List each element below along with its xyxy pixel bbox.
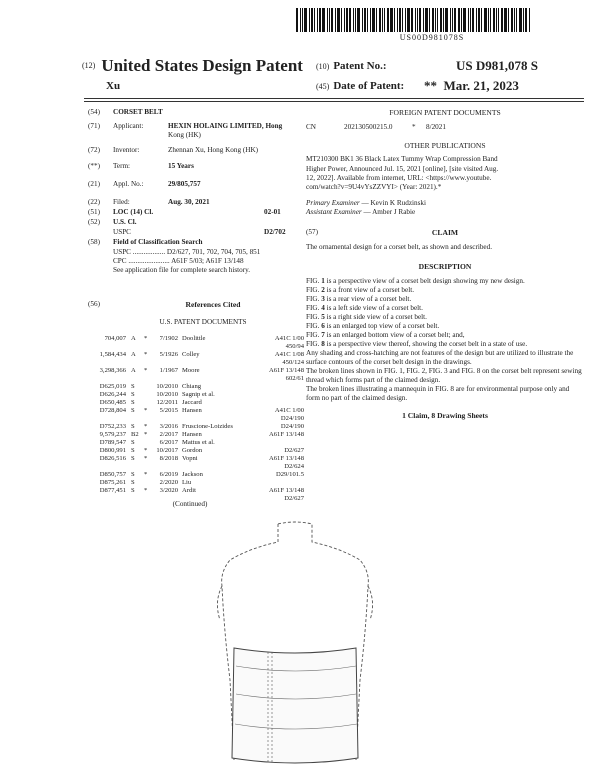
barcode-bar <box>417 8 418 32</box>
reference-cls: A41C 1/00 <box>274 335 304 342</box>
barcode-bar <box>379 8 381 32</box>
barcode-bar <box>445 8 448 32</box>
reference-name: Colley <box>182 351 200 358</box>
figure-post: is an enlarged top view of a corset belt. <box>324 321 440 330</box>
reference-date: 3/2016 <box>159 423 178 430</box>
foreign-country: CN <box>306 123 316 132</box>
figure-pre: FIG. <box>306 294 322 303</box>
barcode-bar <box>376 8 377 32</box>
references-code: (56) <box>88 300 100 308</box>
reference-name: Hansen <box>182 407 202 414</box>
barcode-bar <box>382 8 383 32</box>
figure-post: is a front view of a corset belt. <box>324 285 414 294</box>
representative-drawing <box>200 520 390 770</box>
other-pub-line: MT210300 BK1 36 Black Latex Tummy Wrap Compression Band <box>306 155 498 164</box>
reference-kind: A <box>131 335 136 342</box>
reference-cls: D29/101.5 <box>275 471 304 478</box>
reference-kind: A <box>131 351 136 358</box>
reference-cls: A61F 13/148 <box>269 431 304 438</box>
reference-cls: A61F 13/148 <box>269 487 304 494</box>
field-value: Zhennan Xu, Hong Kong (HK) <box>168 146 259 154</box>
barcode-bar <box>317 8 318 32</box>
barcode-bar <box>353 8 354 32</box>
reference-star: * <box>144 423 148 430</box>
figure-post: is a left side view of a corset belt. <box>324 303 423 312</box>
reference-name: Vopni <box>182 455 198 462</box>
barcode-bar <box>357 8 360 32</box>
figure-num: 8 <box>321 339 325 348</box>
barcode-bar <box>390 8 393 32</box>
reference-cls2: D2/627 <box>284 495 304 502</box>
figure-num: 5 <box>321 312 325 321</box>
reference-kind: S <box>131 455 135 462</box>
barcode-bar <box>458 8 460 32</box>
reference-star: * <box>144 431 148 438</box>
reference-star: * <box>144 335 148 342</box>
reference-no: D625,019 <box>99 383 126 390</box>
barcode-bar <box>397 8 398 32</box>
figure-pre: FIG. <box>306 285 322 294</box>
figure-description <box>306 313 584 322</box>
description-heading: DESCRIPTION <box>418 261 472 271</box>
barcode-bar <box>314 8 315 32</box>
barcode-bar <box>519 8 522 32</box>
claim-sheets-count: 1 Claim, 8 Drawing Sheets <box>402 410 488 420</box>
barcode-bar <box>394 8 395 32</box>
figure-num: 6 <box>321 321 325 330</box>
figure-num: 7 <box>321 330 325 339</box>
barcode <box>296 8 568 32</box>
reference-cls2: 450/94 <box>285 343 304 350</box>
reference-no: D789,547 <box>99 439 126 446</box>
reference-name: Chiang <box>182 383 202 390</box>
barcode-bar <box>370 8 371 32</box>
reference-name: Doolittle <box>182 335 206 342</box>
barcode-bar <box>327 8 328 32</box>
figure-pre: FIG. <box>306 276 322 285</box>
header-rule-top <box>84 98 584 99</box>
reference-star: * <box>144 487 148 494</box>
reference-kind: S <box>131 487 135 494</box>
field-value: 02-01 <box>264 208 281 216</box>
reference-date: 2/2017 <box>159 431 178 438</box>
barcode-bar <box>300 8 301 32</box>
reference-kind: A <box>131 367 136 374</box>
figure-description <box>306 286 584 295</box>
barcode-bar <box>337 8 340 32</box>
reference-name: Mattus et al. <box>182 439 215 446</box>
barcode-bar <box>435 8 436 32</box>
date-marker: ** <box>424 78 437 93</box>
barcode-bar <box>296 8 298 32</box>
reference-no: D752,233 <box>99 423 126 430</box>
barcode-bar <box>484 8 487 32</box>
barcode-bar <box>437 8 438 32</box>
bibliographic-fields <box>88 108 298 278</box>
assistant-examiner-label: Assistant Examiner <box>306 208 362 217</box>
reference-star: * <box>144 351 148 358</box>
barcode-bar <box>476 8 477 32</box>
field-code: (51) <box>88 208 100 216</box>
barcode-bar <box>415 8 416 32</box>
barcode-bar <box>488 8 489 32</box>
field-value: 29/805,757 <box>168 180 201 188</box>
classification-cpc: CPC ....................... A61F 5/03; A61F 13/148 <box>113 257 244 265</box>
reference-name: Ardit <box>182 487 196 494</box>
patent-type-title: United States Design Patent <box>101 56 303 75</box>
patent-date: Mar. 21, 2023 <box>443 78 519 93</box>
figure-post: is a right side view of a corset belt. <box>324 312 427 321</box>
reference-star: * <box>144 407 148 414</box>
field-value: Kong (HK) <box>168 131 201 139</box>
reference-star: * <box>144 455 148 462</box>
foreign-heading: FOREIGN PATENT DOCUMENTS <box>389 108 501 117</box>
field-label: Applicant: <box>113 122 144 130</box>
reference-kind: S <box>131 479 135 486</box>
us-patent-documents-heading: U.S. PATENT DOCUMENTS <box>159 318 247 326</box>
barcode-bar <box>387 8 389 32</box>
field-code: (54) <box>88 108 100 116</box>
field-label: Filed: <box>113 198 130 206</box>
barcode-bar <box>496 8 497 32</box>
barcode-bar <box>329 8 330 32</box>
reference-no: D800,991 <box>99 447 126 454</box>
reference-cls: A61F 13/148 <box>269 367 304 374</box>
field-label: Field of Classification Search <box>113 238 203 246</box>
barcode-bar <box>490 8 491 32</box>
other-pubs-heading: OTHER PUBLICATIONS <box>404 141 486 151</box>
barcode-bar <box>346 8 348 32</box>
reference-star: * <box>144 367 148 374</box>
field-code: (58) <box>88 238 100 246</box>
field-code: (71) <box>88 122 100 130</box>
figure-post: is an enlarged bottom view of a corset belt; and, <box>324 330 465 339</box>
other-pub-line: Higher Power, Announced Jul. 15, 2021 [online], [site visited Aug. <box>306 164 499 173</box>
field-label: LOC (14) Cl. <box>113 208 154 216</box>
reference-star: * <box>144 447 148 454</box>
barcode-bar <box>478 8 480 32</box>
other-pubs-text <box>306 155 584 192</box>
description-para-mannequin: The broken lines illustrating a mannequin in FIG. 8 are for environmental purpose only and form no part of the claimed design. <box>306 384 570 402</box>
barcode-bar <box>529 8 530 32</box>
patent-no-label: Patent No.: <box>333 60 387 72</box>
references-table <box>86 335 316 502</box>
reference-kind: S <box>131 423 135 430</box>
barcode-bar <box>461 8 462 32</box>
corset-belt <box>232 648 358 763</box>
reference-cls2: 602/61 <box>285 375 304 382</box>
field-code: (22) <box>88 198 100 206</box>
reference-star: * <box>144 471 148 478</box>
reference-name: Gordon <box>182 447 203 454</box>
barcode-bar <box>443 8 444 32</box>
primary-examiner-label: Primary Examiner <box>306 199 360 208</box>
code-45: (45) <box>316 82 330 91</box>
assistant-examiner <box>306 208 584 217</box>
inventor-short-name: Xu <box>106 80 121 92</box>
other-pub-line: 12, 2022]. Available from internet, URL: <https://www.youtube. <box>306 173 492 182</box>
field-label: Appl. No.: <box>113 180 144 188</box>
assistant-examiner-name: — Amber J Rabie <box>363 208 416 217</box>
reference-no: D728,804 <box>99 407 126 414</box>
reference-name: Liu <box>182 479 192 486</box>
claim-text: The ornamental design for a corset belt, as shown and described. <box>306 242 493 251</box>
reference-name: Hansen <box>182 431 202 438</box>
barcode-bar <box>372 8 375 32</box>
reference-kind: S <box>131 391 135 398</box>
barcode-bar <box>331 8 333 32</box>
reference-date: 10/2017 <box>156 447 178 454</box>
classification-uspc: USPC .................. D2/627, 701, 702, 704, 705, 851 <box>113 248 261 256</box>
reference-cls2: D2/624 <box>284 463 304 470</box>
description-para-broken-lines: The broken lines shown in FIG. 1, FIG. 2, FIG. 3 and FIG. 8 on the corset belt represent sewing thread which forms part of the claimed design. <box>306 366 582 384</box>
reference-date: 10/2010 <box>156 383 178 390</box>
reference-kind: S <box>131 471 135 478</box>
barcode-bar <box>468 8 469 32</box>
barcode-bar <box>309 8 310 32</box>
reference-name: Sagnip et al. <box>182 391 215 398</box>
reference-cls: A41C 1/00 <box>274 407 304 414</box>
barcode-bar <box>405 8 406 32</box>
reference-no: D826,516 <box>99 455 126 462</box>
patent-number: US D981,078 S <box>456 58 538 73</box>
figure-description <box>306 277 584 286</box>
barcode-bar <box>384 8 385 32</box>
barcode-bar <box>322 8 325 32</box>
figure-pre: FIG. <box>306 312 322 321</box>
barcode-bar <box>419 8 421 32</box>
reference-date: 1/1967 <box>159 367 178 374</box>
header-rule-bottom <box>84 101 584 102</box>
barcode-bar <box>516 8 517 32</box>
figure-description <box>306 331 584 340</box>
date-of-patent-line <box>316 78 519 93</box>
field-label: Inventor: <box>113 146 140 154</box>
barcode-bar <box>493 8 495 32</box>
figure-description <box>306 340 584 349</box>
figure-post: is a rear view of a corset belt. <box>324 294 412 303</box>
barcode-bar <box>304 8 307 32</box>
figure-description <box>306 322 584 331</box>
description-para-shading: Any shading and cross-hatching are not features of the design but are utilized to illustrate the surface contours of the corset belt design in the drawings. <box>306 348 574 366</box>
reference-name: Fruscione-Loizides <box>182 423 233 430</box>
barcode-bar <box>440 8 442 32</box>
barcode-number: US00D981078S <box>399 33 465 42</box>
reference-date: 5/1926 <box>159 351 178 358</box>
barcode-bar <box>454 8 456 32</box>
reference-no: 3,298,366 <box>99 367 126 374</box>
reference-date: 6/2017 <box>159 439 178 446</box>
reference-date: 8/2018 <box>159 455 178 462</box>
barcode-bar <box>341 8 342 32</box>
figure-pre: FIG. <box>306 303 322 312</box>
barcode-bar <box>429 8 430 32</box>
field-code: (21) <box>88 180 100 188</box>
field-code: (52) <box>88 218 100 226</box>
reference-no: D850,757 <box>99 471 126 478</box>
reference-no: D650,485 <box>99 399 126 406</box>
barcode-bar <box>402 8 403 32</box>
reference-cls: D2/627 <box>284 447 304 454</box>
patent-number-line <box>316 58 538 73</box>
primary-examiner <box>306 199 584 208</box>
primary-examiner-name: — Kevin K Rudzinski <box>361 199 426 208</box>
reference-kind: S <box>131 383 135 390</box>
reference-no: D877,451 <box>99 487 126 494</box>
figure-list <box>306 277 584 349</box>
reference-no: 704,007 <box>104 335 126 342</box>
barcode-bar <box>472 8 474 32</box>
patent-title <box>82 56 303 76</box>
barcode-bar <box>523 8 524 32</box>
barcode-bar <box>463 8 466 32</box>
reference-no: D875,261 <box>99 479 126 486</box>
reference-cls2: D24/190 <box>280 415 304 422</box>
barcode-bar <box>511 8 513 32</box>
foreign-row <box>306 123 584 133</box>
barcode-bar <box>411 8 413 32</box>
foreign-star: * <box>412 123 416 132</box>
reference-name: Moore <box>182 367 200 374</box>
reference-date: 3/2020 <box>159 487 178 494</box>
reference-no: 9,579,237 <box>99 431 126 438</box>
field-value: 15 Years <box>168 162 194 170</box>
code-10: (10) <box>316 62 330 71</box>
barcode-bar <box>344 8 345 32</box>
reference-kind: B2 <box>131 431 139 438</box>
reference-cls: A41C 1/08 <box>274 351 304 358</box>
barcode-bar <box>423 8 424 32</box>
barcode-bar <box>425 8 428 32</box>
barcode-bar <box>364 8 366 32</box>
figure-num: 3 <box>321 294 325 303</box>
reference-cls: A61F 13/148 <box>269 455 304 462</box>
field-code: (72) <box>88 146 100 154</box>
references-heading: References Cited <box>185 300 241 309</box>
reference-no: D626,244 <box>99 391 126 398</box>
field-value: HEXIN HOLAING LIMITED, Hong <box>168 122 283 130</box>
reference-date: 12/2011 <box>156 399 178 406</box>
figure-pre: FIG. <box>306 321 322 330</box>
barcode-bar <box>514 8 515 32</box>
figure-description <box>306 295 584 304</box>
date-label: Date of Patent: <box>333 80 405 92</box>
reference-no: 1,584,434 <box>99 351 126 358</box>
barcode-bar <box>407 8 410 32</box>
reference-date: 5/2015 <box>159 407 178 414</box>
figure-num: 4 <box>321 303 325 312</box>
figure-post: is a perspective view of a corset belt design showing my new design. <box>324 276 525 285</box>
figure-pre: FIG. <box>306 330 322 339</box>
barcode-bar <box>432 8 434 32</box>
claim-heading: CLAIM <box>431 227 459 237</box>
barcode-bar <box>508 8 509 32</box>
barcode-bar <box>501 8 503 32</box>
barcode-bar <box>302 8 303 32</box>
barcode-bar <box>450 8 451 32</box>
reference-kind: S <box>131 439 135 446</box>
field-label: USPC <box>113 228 131 236</box>
figure-post: is a perspective view thereof, showing the corset belt in a state of use. <box>324 339 528 348</box>
barcode-bar <box>470 8 471 32</box>
barcode-bar <box>498 8 499 32</box>
barcode-bar <box>349 8 351 32</box>
references-continued: (Continued) <box>172 500 208 508</box>
barcode-bar <box>319 8 321 32</box>
reference-kind: S <box>131 407 135 414</box>
field-value: Aug. 30, 2021 <box>168 198 210 206</box>
reference-kind: S <box>131 399 135 406</box>
barcode-bar <box>399 8 401 32</box>
reference-name: Jaccard <box>182 399 202 406</box>
barcode-bar <box>362 8 363 32</box>
barcode-bar <box>335 8 336 32</box>
barcode-bar <box>355 8 356 32</box>
claim-code: (57) <box>306 227 318 236</box>
figure-num: 2 <box>321 285 325 294</box>
field-label: Term: <box>113 162 131 170</box>
classification-history: See application file for complete search history. <box>113 266 251 274</box>
reference-cls: D24/190 <box>280 423 304 430</box>
code-12: (12) <box>82 61 96 70</box>
field-label: CORSET BELT <box>113 108 163 116</box>
figure-pre: FIG. <box>306 339 322 348</box>
patent-date-wrap <box>424 78 594 94</box>
reference-name: Jackson <box>182 471 203 478</box>
figure-num: 1 <box>321 276 325 285</box>
reference-date: 7/1902 <box>159 335 178 342</box>
barcode-bar <box>481 8 482 32</box>
claim-heading-row <box>306 228 584 238</box>
other-pub-line: com/watch?v=9U4vYsZZVYI> (Year: 2021).* <box>306 183 442 192</box>
barcode-bar <box>504 8 507 32</box>
field-value: D2/702 <box>264 228 286 236</box>
reference-date: 10/2010 <box>156 391 178 398</box>
field-code: (**) <box>88 162 100 170</box>
barcode-bar <box>452 8 453 32</box>
figure-description <box>306 304 584 313</box>
barcode-bar <box>311 8 313 32</box>
foreign-date: 8/2021 <box>426 123 446 132</box>
barcode-bar <box>367 8 368 32</box>
reference-cls2: 450/124 <box>282 359 304 366</box>
foreign-number: 202130500215.0 <box>344 123 393 132</box>
reference-kind: S <box>131 447 135 454</box>
right-column <box>306 108 584 420</box>
barcode-bar <box>525 8 527 32</box>
field-label: U.S. Cl. <box>113 218 137 226</box>
reference-date: 6/2019 <box>159 471 178 478</box>
reference-date: 2/2020 <box>159 479 178 486</box>
